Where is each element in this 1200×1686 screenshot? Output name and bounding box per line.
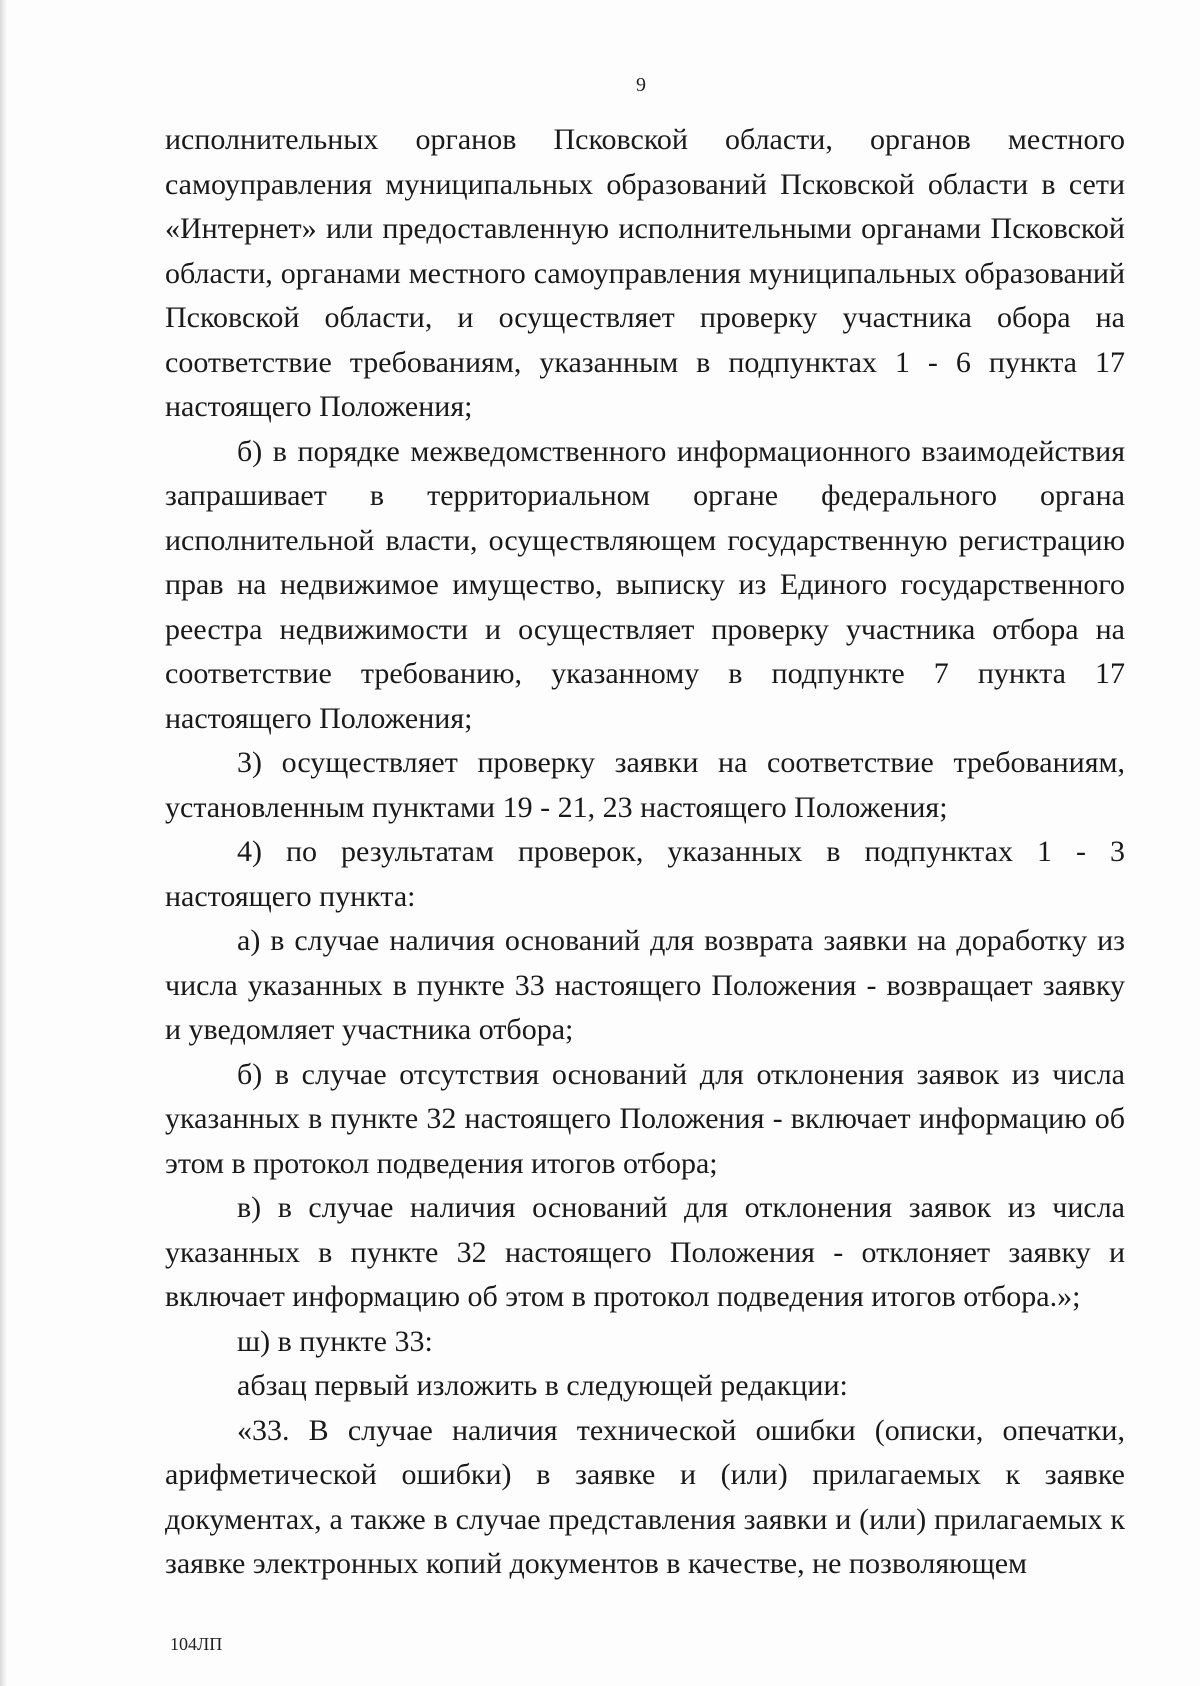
paragraph-item-33: «33. В случае наличия технической ошибки (описки, опечатки, арифметической ошибки) в заявке и (или) прилагаемых к заявке документах, а также в случае представления заявки и (или) прилагаемых к заявке электронных копий документов в качестве, не позволяющем <box>165 1413 1125 1580</box>
paragraph-continuation: исполнительных органов Псковской области, органов местного самоуправления муниципальных образований Псковской области в сети «Интернет» или предоставленную исполнительными органами Псковской области, органами местного самоуправления муниципальных образований Псковской области, и осуществляет проверку участника обора на соответствие требованиям, указанным в подпунктах 1 - 6 пункта 17 настоящего Положения; <box>165 123 1125 423</box>
paragraph-subitem-v: в) в случае наличия оснований для отклонения заявок из числа указанных в пункте 32 настоящего Положения - отклоняет заявку и включает информацию об этом в протокол подведения итогов отбора.»; <box>165 1191 1125 1313</box>
paragraph-subitem-b2: б) в случае отсутствия оснований для отклонения заявок из числа указанных в пункте 32 настоящего Положения - включает информацию об этом в протокол подведения итогов отбора; <box>165 1057 1125 1180</box>
paragraph-item-3: 3) осуществляет проверку заявки на соответствие требованиям, установленным пунктами 19 - 21, 23 настоящего Положения; <box>165 746 1125 824</box>
document-body <box>165 118 1125 1587</box>
paragraph-instruction: абзац первый изложить в следующей редакции: <box>237 1369 848 1402</box>
paragraph-item-4: 4) по результатам проверок, указанных в подпунктах 1 - 3 настоящего пункта: <box>165 835 1125 913</box>
paragraph-subitem-a: а) в случае наличия оснований для возврата заявки на доработку из числа указанных в пункте 33 настоящего Положения - возвращает заявку и уведомляет участника отбора; <box>165 924 1125 1046</box>
paragraph-amendment-sh: ш) в пункте 33: <box>237 1324 433 1358</box>
paragraph-subitem-b: б) в порядке межведомственного информационного взаимодействия запрашивает в территориальном органе федерального органа исполнительной власти, осуществляющем государственную регистрацию прав на недвижимое имущество, выписку из Единого государственного реестра недвижимости и осуществляет проверку участника отбора на соответствие требованию, указанному в подпункте 7 пункта 17 настоящего Положения; <box>165 434 1125 735</box>
footer-code: 104ЛП <box>170 1634 223 1654</box>
scan-edge <box>0 0 7 1686</box>
page-number: 9 <box>636 74 646 96</box>
